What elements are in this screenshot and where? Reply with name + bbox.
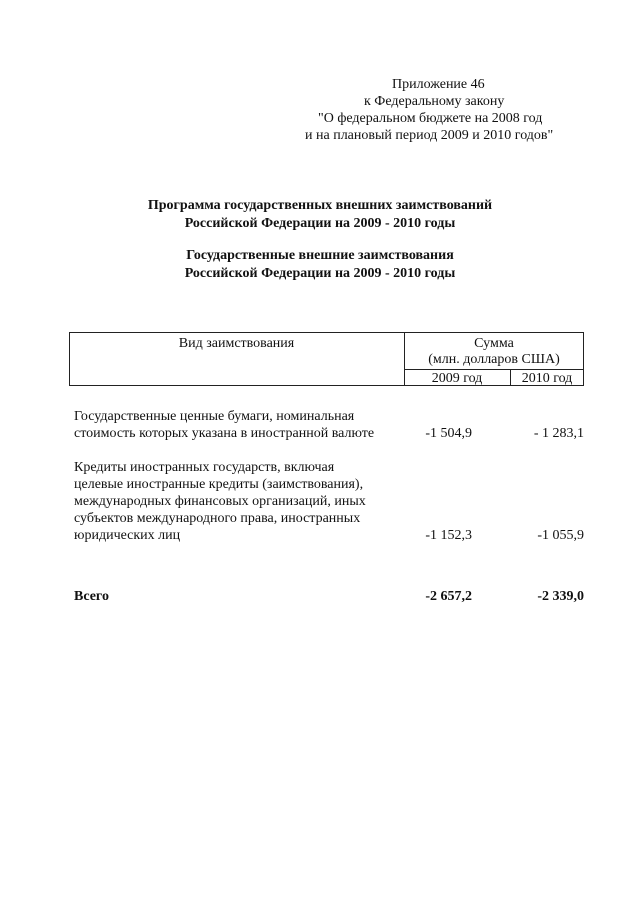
row-label-line: субъектов международного права, иностранных	[74, 511, 361, 526]
program-title-line-2: Российской Федерации на 2009 - 2010 годы	[184, 216, 456, 231]
row-label-line: юридических лиц	[74, 528, 181, 543]
section-title-line-1: Государственные внешние заимствования	[186, 248, 454, 263]
total-value-2009: -2 657,2	[425, 589, 472, 604]
row-label-line: Кредиты иностранных государств, включая	[74, 460, 335, 475]
row-label-line: стоимость которых указана в иностранной валюте	[74, 426, 375, 441]
total-label: Всего	[74, 589, 109, 604]
col-sum-header: Сумма	[474, 336, 514, 351]
year-2009-header: 2009 год	[431, 371, 483, 386]
total-value-2010: -2 339,0	[537, 589, 584, 604]
row-value-2010: - 1 283,1	[533, 426, 584, 441]
program-title-line-1: Программа государственных внешних заимствований	[147, 198, 493, 213]
row-value-2009: -1 152,3	[425, 528, 472, 543]
law-title-line-2: и на плановый период 2009 и 2010 годов"	[305, 128, 554, 143]
row-label-line: целевые иностранные кредиты (заимствования),	[74, 477, 364, 492]
law-reference: к Федеральному закону	[364, 94, 505, 109]
appendix-number: Приложение 46	[392, 77, 485, 92]
law-title-line-1: "О федеральном бюджете на 2008 год	[318, 111, 543, 126]
row-value-2010: -1 055,9	[537, 528, 584, 543]
row-value-2009: -1 504,9	[425, 426, 472, 441]
col-type-header: Вид заимствования	[178, 336, 295, 351]
row-label-line: Государственные ценные бумаги, номинальная	[74, 409, 355, 424]
col-sum-unit: (млн. долларов США)	[428, 352, 560, 367]
section-title-line-2: Российской Федерации на 2009 - 2010 годы	[184, 266, 456, 281]
year-2010-header: 2010 год	[521, 371, 573, 386]
row-label-line: международных финансовых организаций, иных	[74, 494, 366, 509]
